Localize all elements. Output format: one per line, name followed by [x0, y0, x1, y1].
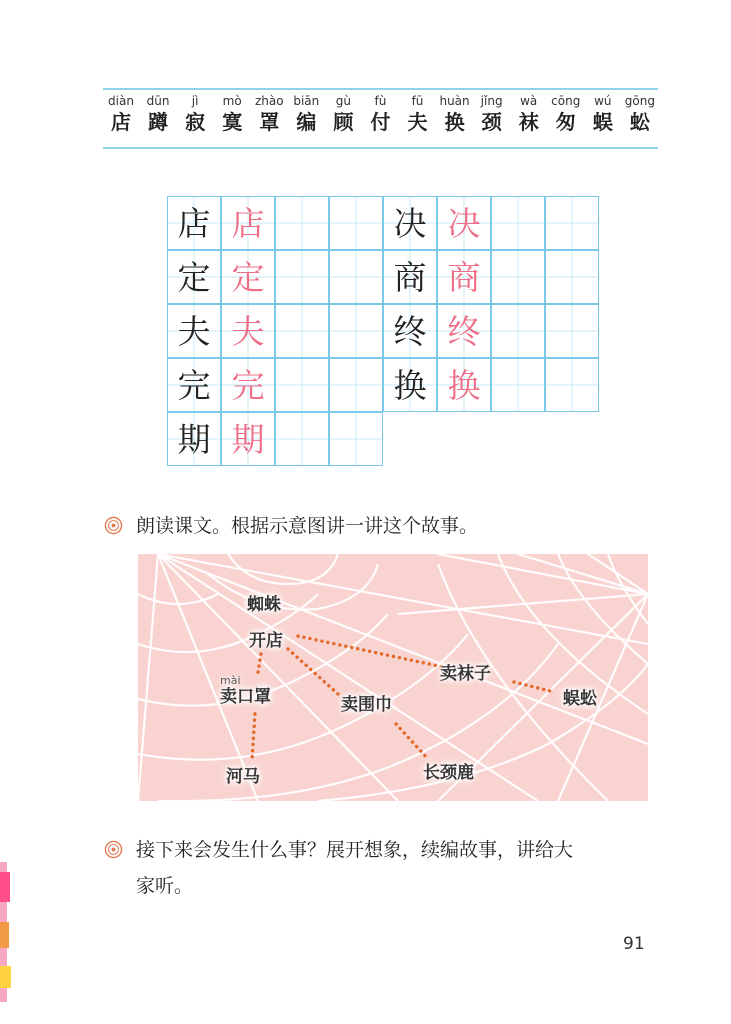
vocab-pinyin: fù [374, 94, 387, 108]
vocab-pinyin: gù [335, 94, 351, 108]
vocab-character: 寂 [185, 110, 206, 134]
vocab-pinyin: gōng [624, 94, 655, 108]
trace-character-cell: 夫 [221, 304, 275, 358]
trace-character-cell: 店 [221, 196, 275, 250]
blank-practice-cell [275, 250, 329, 304]
blank-practice-cell [491, 196, 545, 250]
vocab-item [401, 94, 435, 136]
vocab-item [215, 94, 249, 136]
model-character-cell: 商 [383, 250, 437, 304]
vocab-top-rule [103, 88, 658, 90]
blank-practice-cell [329, 304, 383, 358]
vocab-bottom-rule [103, 147, 658, 149]
trace-character-cell: 期 [221, 412, 275, 466]
vocab-item [475, 94, 509, 136]
vocab-character: 颈 [481, 110, 502, 134]
task-2-line-1: 接下来会发生什么事？展开想象，续编故事，讲给大 [136, 839, 574, 861]
vocab-pinyin: jǐng [480, 94, 503, 108]
vocab-item [512, 94, 546, 136]
vocab-character: 袜 [518, 110, 539, 134]
vocab-character: 寞 [222, 110, 243, 134]
vocab-pinyin: mò [222, 94, 242, 108]
vocab-item [623, 94, 657, 136]
blank-practice-cell [491, 304, 545, 358]
vocab-character: 店 [111, 110, 131, 134]
vocab-character: 蚣 [629, 110, 650, 134]
task-1 [104, 508, 664, 544]
vocab-pinyin: wú [594, 94, 612, 108]
vocab-item [289, 94, 323, 136]
node-sell-mask-pinyin: mài [220, 674, 241, 687]
vocab-item [104, 94, 138, 136]
node-sell-socks: 卖袜子 [440, 664, 491, 684]
blank-practice-cell [491, 358, 545, 412]
vocab-character: 罩 [259, 110, 280, 134]
node-open-shop: 开店 [249, 631, 283, 651]
model-character-cell: 决 [383, 196, 437, 250]
trace-character-cell: 完 [221, 358, 275, 412]
vocab-character: 夫 [407, 110, 428, 134]
vocab-item [252, 94, 286, 136]
vocab-character: 蜈 [592, 110, 613, 134]
model-character-cell: 换 [383, 358, 437, 412]
task-1-text: 朗读课文。根据示意图讲一讲这个故事。 [136, 515, 479, 537]
vocab-item [363, 94, 397, 136]
blank-practice-cell [329, 250, 383, 304]
vocab-pinyin: wà [520, 94, 538, 108]
model-character-cell: 终 [383, 304, 437, 358]
vocab-pinyin: zhào [254, 94, 284, 108]
node-sell-scarf: 卖围巾 [341, 695, 392, 715]
trace-character-cell: 换 [437, 358, 491, 412]
story-diagram [138, 554, 648, 801]
blank-practice-cell [275, 304, 329, 358]
blank-practice-cell [491, 250, 545, 304]
blank-practice-cell [275, 358, 329, 412]
speech-badge-icon [104, 840, 123, 859]
vocab-character: 顾 [333, 110, 354, 134]
node-centipede: 蜈蚣 [563, 689, 597, 709]
vocab-character: 编 [296, 110, 317, 134]
vocabulary-strip [104, 94, 657, 136]
model-character-cell: 期 [167, 412, 221, 466]
vocab-character: 换 [444, 110, 465, 134]
blank-practice-cell [545, 304, 599, 358]
trace-character-cell: 定 [221, 250, 275, 304]
task-2-line-2: 家听。 [136, 875, 194, 897]
node-giraffe: 长颈鹿 [423, 763, 474, 783]
vocab-item [326, 94, 360, 136]
vocab-pinyin: jì [191, 94, 199, 108]
node-hippo: 河马 [226, 767, 260, 787]
blank-practice-cell [545, 250, 599, 304]
spider-web-graphic [138, 554, 648, 801]
blank-practice-cell [275, 196, 329, 250]
task-2 [104, 832, 674, 904]
trace-character-cell: 商 [437, 250, 491, 304]
node-spider: 蜘蛛 [247, 595, 281, 615]
node-sell-mask: 卖口罩 [220, 687, 271, 707]
blank-practice-cell [545, 196, 599, 250]
vocab-pinyin: diàn [108, 94, 134, 108]
trace-character-cell: 决 [437, 196, 491, 250]
trace-character-cell: 终 [437, 304, 491, 358]
model-character-cell: 夫 [167, 304, 221, 358]
blank-practice-cell [545, 358, 599, 412]
blank-practice-cell [329, 196, 383, 250]
vocab-item [178, 94, 212, 136]
vocab-pinyin: dūn [146, 94, 170, 108]
page-edge-decoration [0, 862, 12, 1002]
model-character-cell: 定 [167, 250, 221, 304]
vocab-pinyin: fū [411, 94, 424, 108]
vocab-item [549, 94, 583, 136]
blank-practice-cell [329, 358, 383, 412]
vocab-pinyin: huàn [439, 94, 470, 108]
vocab-item [438, 94, 472, 136]
blank-practice-cell [275, 412, 329, 466]
vocab-character: 蹲 [148, 110, 169, 134]
vocab-item [141, 94, 175, 136]
model-character-cell: 店 [167, 196, 221, 250]
vocab-character: 付 [370, 110, 391, 134]
blank-practice-cell [329, 412, 383, 466]
vocab-item [586, 94, 620, 136]
vocab-pinyin: cōng [551, 94, 581, 108]
vocab-pinyin: biān [293, 94, 320, 108]
page-number: 91 [623, 934, 645, 954]
vocab-character: 匆 [555, 110, 576, 134]
speech-badge-icon [104, 516, 123, 535]
model-character-cell: 完 [167, 358, 221, 412]
